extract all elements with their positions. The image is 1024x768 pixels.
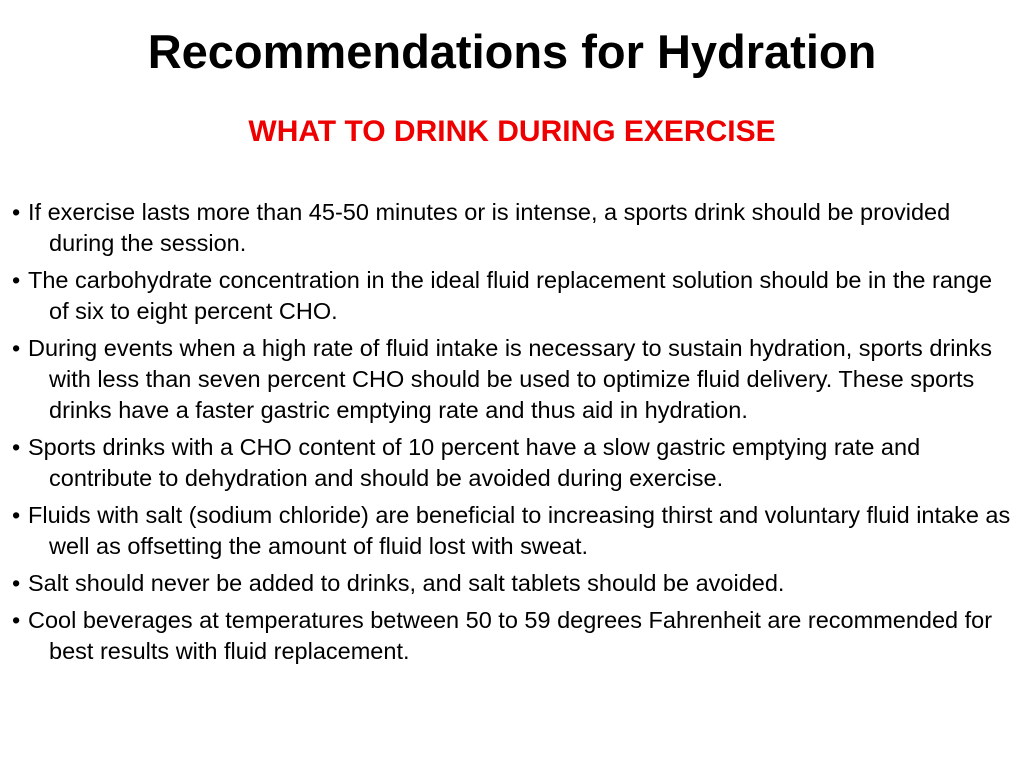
bullet-item xyxy=(12,265,1016,327)
bullet-marker: • xyxy=(12,267,21,293)
slide-title: Recommendations for Hydration xyxy=(147,25,877,78)
bullet-marker: • xyxy=(12,502,21,528)
bullet-marker: • xyxy=(12,199,21,225)
bullet-item xyxy=(12,432,1016,494)
bullet-text: Cool beverages at temperatures between 50 to 59 degrees Fahrenheit are recommended for best results with fluid replacement. xyxy=(28,607,993,664)
bullet-marker: • xyxy=(12,607,21,633)
bullet-marker: • xyxy=(12,335,21,361)
bullet-marker: • xyxy=(12,434,21,460)
bullet-item xyxy=(12,500,1016,562)
bullet-list xyxy=(12,197,1016,673)
bullet-item xyxy=(12,605,1016,667)
slide-subtitle: WHAT TO DRINK DURING EXERCISE xyxy=(248,115,776,148)
bullet-text: Sports drinks with a CHO content of 10 percent have a slow gastric emptying rate and contribute to dehydration and should be avoided during exercise. xyxy=(28,434,921,491)
bullet-text: Fluids with salt (sodium chloride) are beneficial to increasing thirst and voluntary fluid intake as well as offsetting the amount of fluid lost with sweat. xyxy=(28,502,1011,559)
bullet-text: Salt should never be added to drinks, and salt tablets should be avoided. xyxy=(28,570,785,596)
bullet-item xyxy=(12,333,1016,426)
bullet-text: If exercise lasts more than 45-50 minutes or is intense, a sports drink should be provided during the session. xyxy=(28,199,951,256)
bullet-text: During events when a high rate of fluid intake is necessary to sustain hydration, sports drinks with less than seven percent CHO should be used to optimize fluid delivery. These sports drinks have a faster gastric emptying rate and thus aid in hydration. xyxy=(28,335,993,423)
bullet-text: The carbohydrate concentration in the ideal fluid replacement solution should be in the range of six to eight percent CHO. xyxy=(28,267,993,324)
bullet-marker: • xyxy=(12,570,21,596)
bullet-item xyxy=(12,197,1016,259)
bullet-item xyxy=(12,568,1016,599)
